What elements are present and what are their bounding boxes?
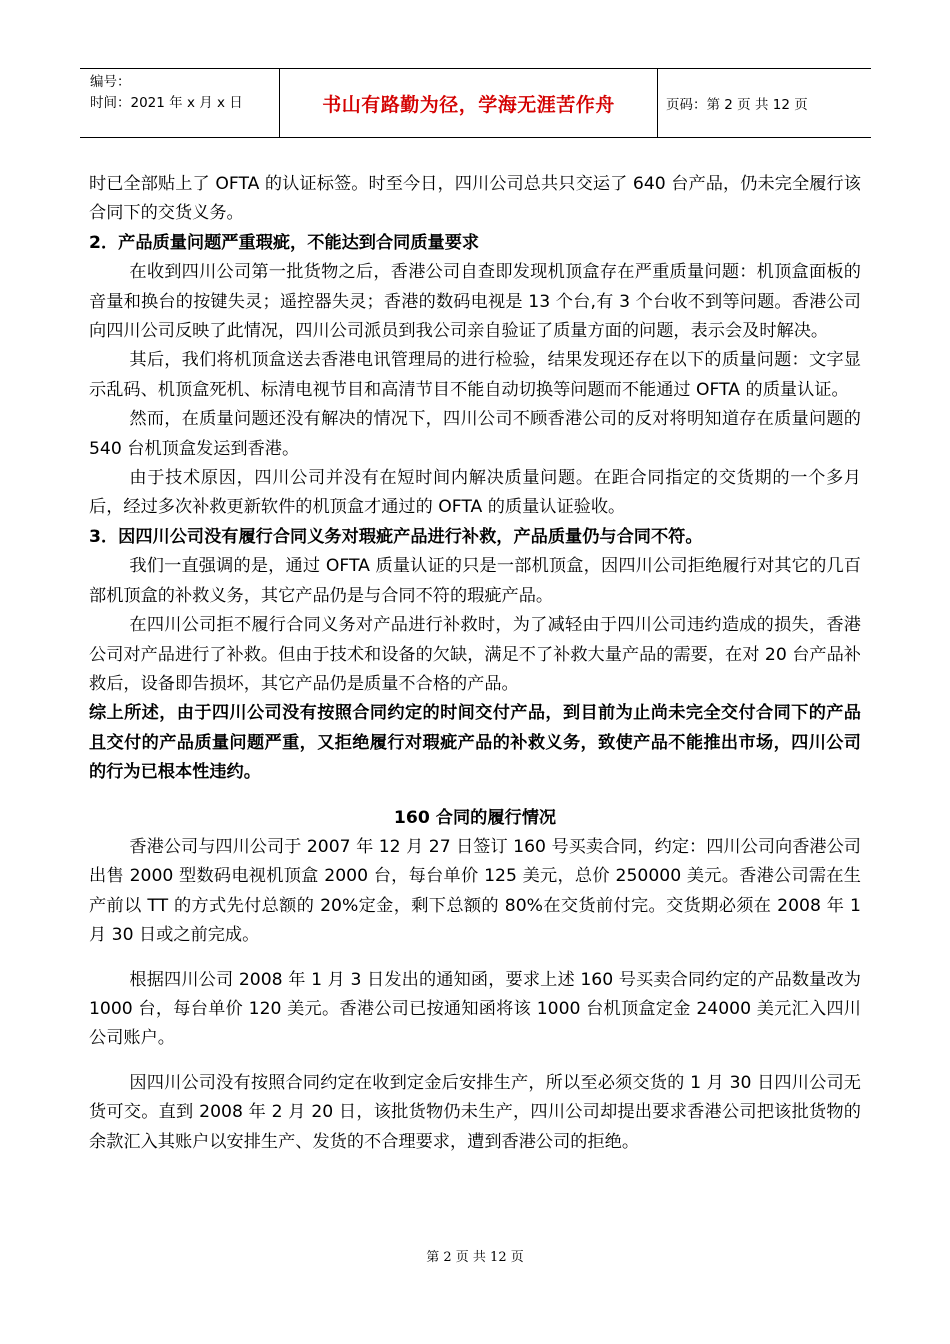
section-heading: 2．产品质量问题严重瑕疵，不能达到合同质量要求 [89, 232, 480, 253]
paragraph: 我们一直强调的是，通过 OFTA 质量认证的只是一部机顶盒，因四川公司拒绝履行对其它的几百部机顶盒的补救义务，其它产品仍是与合同不符的瑕疵产品。 [89, 556, 861, 606]
document-time-label: 时间：2021 年 x 月 x 日 [90, 95, 243, 111]
document-body [89, 170, 861, 1157]
header-meta [80, 69, 280, 137]
paragraph: 由于技术原因，四川公司并没有在短时间内解决质量问题。在距合同指定的交货期的一个多月后，经过多次补救更新软件的机顶盒才通过的 OFTA 的质量认证验收。 [89, 468, 861, 518]
paragraph: 香港公司与四川公司于 2007 年 12 月 27 日签订 160 号买卖合同，约定：四川公司向香港公司出售 2000 型数码电视机顶盒 2000 台，每台单价 125 美元，总价 250000 美元。香港公司需在生产前以 TT 的方式先付总额的 20%定金，剩下总额的 80%在交货前付完。交货期必须在 2008 年 1 月 30 日或之前完成。 [89, 836, 861, 946]
section-heading: 3．因四川公司没有履行合同义务对瑕疵产品进行补救，产品质量仍与合同不符。 [89, 526, 703, 547]
paragraph: 因四川公司没有按照合同约定在收到定金后安排生产，所以至必须交货的 1 月 30 日四川公司无货可交。直到 2008 年 2 月 20 日，该批货物仍未生产，四川公司却提出要求香港公司把该批货物的余款汇入其账户以安排生产、发货的不合理要求，遭到香港公司的拒绝。 [89, 1072, 861, 1152]
header-page-info: 页码：第 2 页 共 12 页 [666, 97, 808, 113]
paragraph: 根据四川公司 2008 年 1 月 3 日发出的通知函，要求上述 160 号买卖合同约定的产品数量改为 1000 台，每台单价 120 美元。香港公司已按通知函将该 1000 台机顶盒定金 24000 美元汇入四川公司账户。 [89, 969, 861, 1049]
page-footer: 第 2 页 共 12 页 [426, 1250, 524, 1265]
conclusion-paragraph: 综上所述，由于四川公司没有按照合同约定的时间交付产品，到目前为止尚未完全交付合同下的产品且交付的产品质量问题严重，又拒绝履行对瑕疵产品的补救义务，致使产品不能推出市场，四川公司的行为已根本性违约。 [89, 703, 861, 783]
header-table [80, 68, 871, 138]
paragraph-gap [89, 951, 861, 966]
paragraph: 其后，我们将机顶盒送去香港电讯管理局的进行检验，结果发现还存在以下的质量问题：文字显示乱码、机顶盒死机、标清电视节目和高清节目不能自动切换等问题而不能通过 OFTA 的质量认证。 [89, 350, 861, 400]
header-motto-cell [280, 69, 658, 137]
document-number-label: 编号： [90, 74, 131, 90]
paragraph: 在收到四川公司第一批货物之后，香港公司自查即发现机顶盒存在严重质量问题：机顶盒面板的音量和换台的按键失灵；遥控器失灵；香港的数码电视是 13 个台,有 3 个台收不到等问题。香港公司向四川公司反映了此情况，四川公司派员到我公司亲自验证了质量方面的问题，表示会及时解决。 [89, 262, 861, 342]
section-title: 160 合同的履行情况 [393, 807, 557, 828]
header-motto: 书山有路勤为径，学海无涯苦作舟 [322, 93, 615, 116]
paragraph: 在四川公司拒不履行合同义务对产品进行补救时，为了减轻由于四川公司违约造成的损失，香港公司对产品进行了补救。但由于技术和设备的欠缺，满足不了补救大量产品的需要，在对 20 台产品补救后，设备即告损坏，其它产品仍是质量不合格的产品。 [89, 615, 861, 694]
paragraph: 然而，在质量问题还没有解决的情况下，四川公司不顾香港公司的反对将明知道存在质量问题的 540 台机顶盒发运到香港。 [89, 409, 861, 459]
paragraph: 时已全部贴上了 OFTA 的认证标签。时至今日，四川公司总共只交运了 640 台产品，仍未完全履行该合同下的交货义务。 [89, 174, 861, 224]
paragraph-gap [89, 1054, 861, 1069]
